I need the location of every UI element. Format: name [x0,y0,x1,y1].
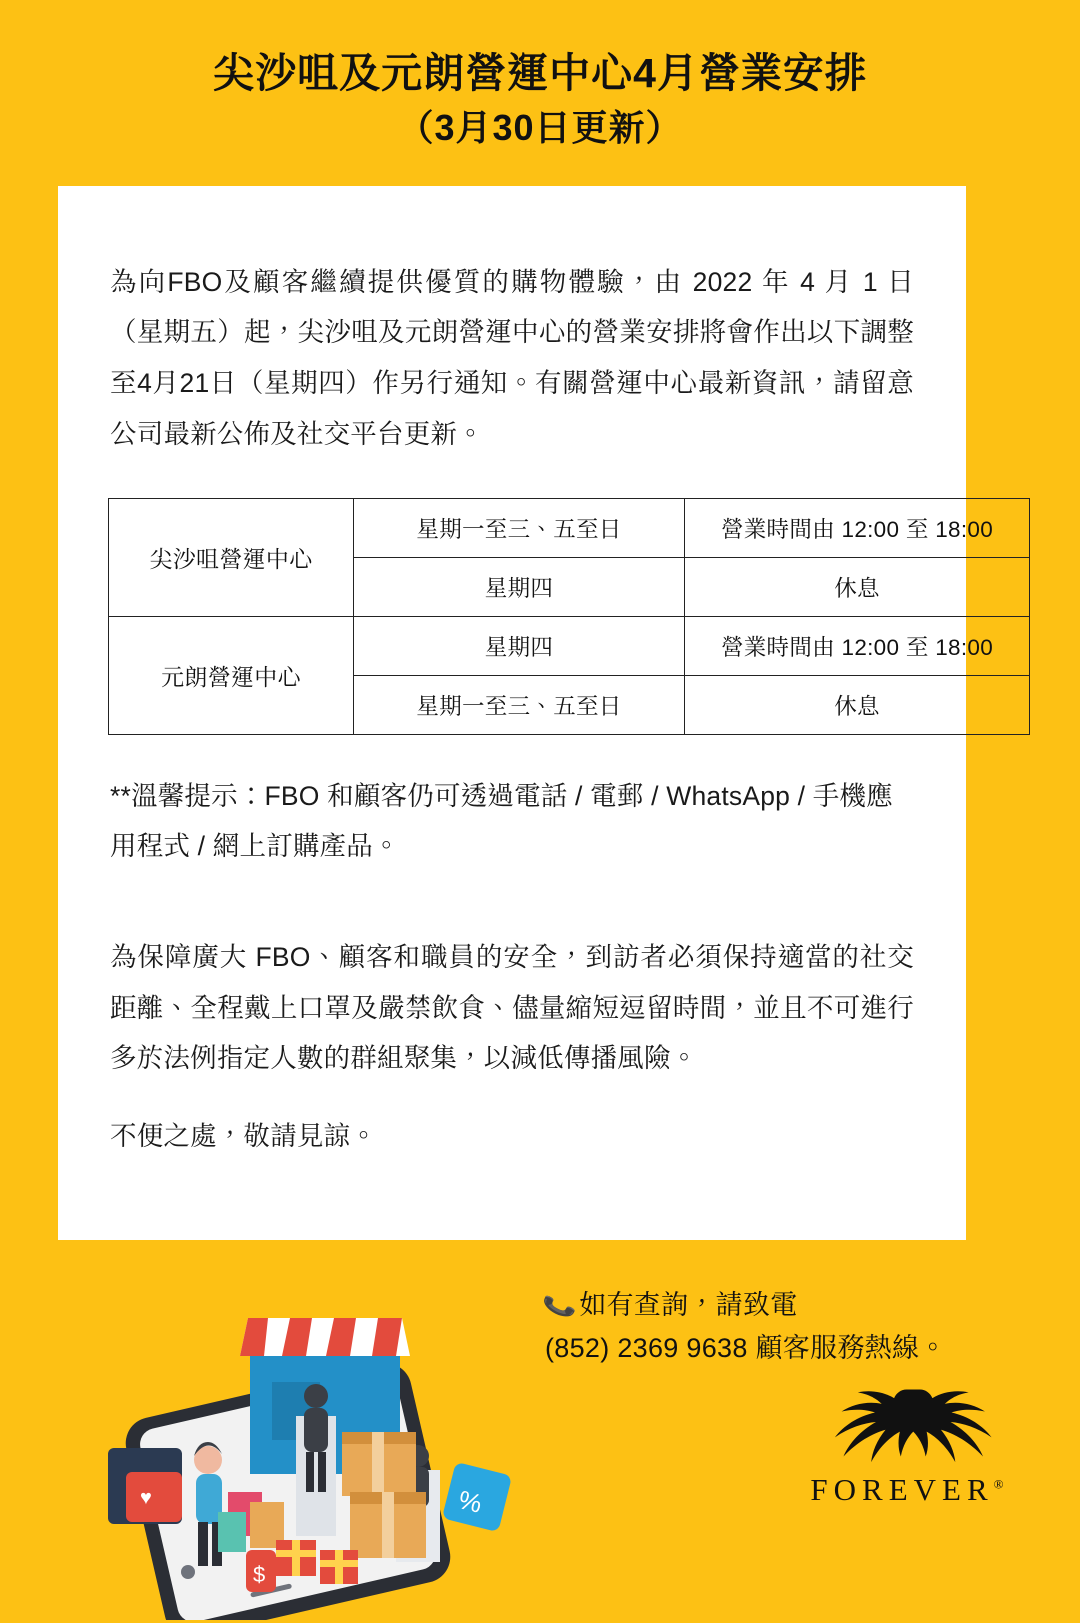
hours-cell: 休息 [685,676,1030,735]
opening-hours-table [108,498,1030,735]
centre-name-yuenlong: 元朗營運中心 [109,617,354,735]
apology-paragraph: 不便之處，敬請見諒。 [110,1120,377,1151]
hours-cell: 營業時間由 12:00 至 18:00 [685,499,1030,558]
intro-paragraph: 為向FBO及顧客繼續提供優質的購物體驗，由 2022 年 4 月 1 日（星期五）起，尖沙咀及元朗營運中心的營業安排將會作出以下調整至4月21日（星期四）作另行通知。有關營運中心最新資訊，請留意公司最新公佈及社交平台更新。 [110,266,914,450]
contact-block [541,1284,947,1369]
eagle-icon [811,1380,1002,1466]
brand-wordmark [792,1472,1022,1508]
contact-text-1: 如有查詢，請致電 [579,1290,798,1320]
days-cell: 星期四 [354,617,685,676]
poster-footer [0,1240,1080,1623]
page-subtitle: （3月30日更新） [397,107,683,149]
page-title: 尖沙咀及元朗營運中心4月營業安排 [213,50,867,96]
hours-cell: 休息 [685,558,1030,617]
brand-registered-mark: ® [993,1476,1004,1492]
centre-name-tsimshatsui: 尖沙咀營運中心 [109,499,354,617]
contact-line-1 [541,1284,947,1327]
svg-text:♥: ♥ [140,1487,152,1509]
reminder-note: **溫馨提示：FBO 和顧客仍可透過電話 / 電郵 / WhatsApp / 手機應用程式 / 網上訂購產品。 [110,781,893,862]
days-cell: 星期一至三、五至日 [354,676,685,735]
hours-cell: 營業時間由 12:00 至 18:00 [685,617,1030,676]
table-row [109,499,1030,558]
days-cell: 星期四 [354,558,685,617]
contact-line-2: (852) 2369 9638 顧客服務熱線。 [545,1332,947,1363]
content-card [58,186,994,1240]
table-row [109,617,1030,676]
poster-header [0,0,1080,171]
svg-text:%: % [455,1484,486,1519]
days-cell: 星期一至三、五至日 [354,499,685,558]
online-shopping-illustration [100,1220,540,1620]
phone-icon: 📞 [541,1289,579,1325]
safety-paragraph: 為保障廣大 FBO、顧客和職員的安全，到訪者必須保持適當的社交距離、全程戴上口罩及嚴禁飲食、儘量縮短逗留時間，並且不可進行多於法例指定人數的群組聚集，以減低傳播風險。 [110,941,914,1074]
brand-name: FOREVER [810,1472,994,1507]
brand-logo [792,1380,1022,1508]
svg-text:$: $ [253,1562,266,1587]
